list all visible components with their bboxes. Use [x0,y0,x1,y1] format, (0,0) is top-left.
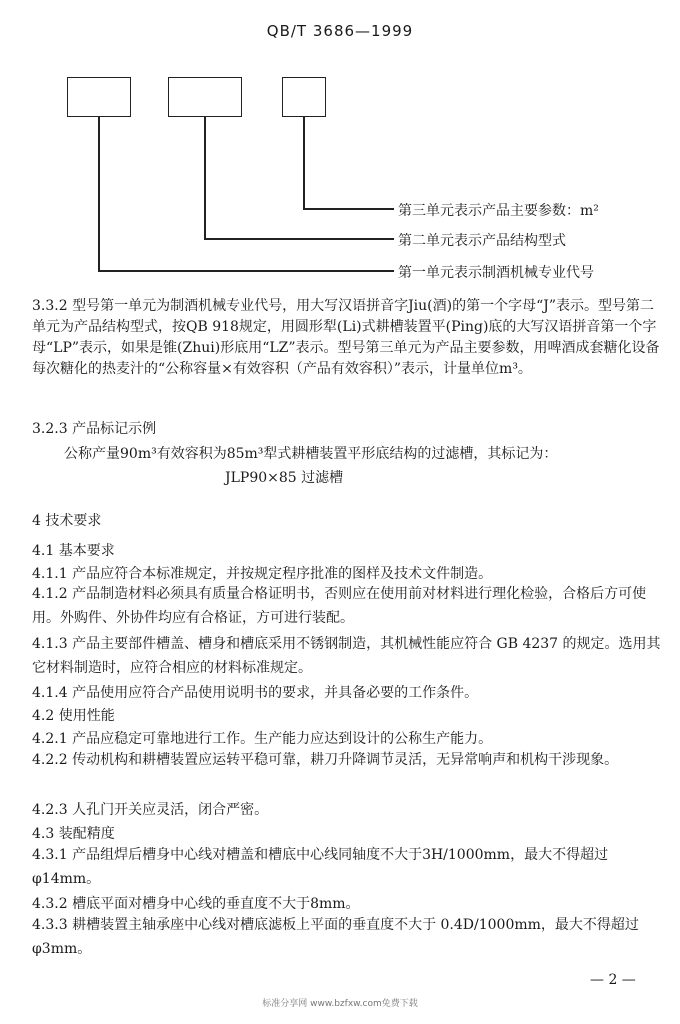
heading-4-2: 4.2 使用性能 [32,708,115,724]
para-3-3-2: 3.3.2 型号第一单元为制酒机械专业代号，用大写汉语拼音字Jiu(酒)的第一个字母“J”表示。型号第二单元为产品结构型式，按QB 918规定，用圆形犁(Li)式耕槽装置平(Ping)底的大写汉语拼音第一个字母“LP”表示，如果是锥(Zhui)形底用“LZ”表示。型号第三单元为产品主要参数，用啤酒成套糖化设备每次糖化的热麦汁的“公称容量×有效容积（产品有效容积）”表示，计量单位m³。 [32,298,660,377]
heading-4-3: 4.3 装配精度 [32,826,115,842]
para-4-2-1: 4.2.1 产品应稳定可靠地进行工作。生产能力应达到设计的公称生产能力。 [32,731,493,747]
connector-second-v [204,117,206,239]
heading-4: 4 技术要求 [32,513,102,529]
para-4-1-3: 4.1.3 产品主要部件槽盖、槽身和槽底采用不锈钢制造，其机械性能应符合 GB 4237 的规定。选用其它材料制造时，应符合相应的材料标准规定。 [32,636,661,676]
para-4-3-2: 4.3.2 槽底平面对槽身中心线的垂直度不大于8mm。 [32,896,360,912]
connector-first-v [98,117,100,271]
para-4-3-3: 4.3.3 耕槽装置主轴承座中心线对槽底滤板上平面的垂直度不大于 0.4D/1000mm，最大不得超过φ3mm。 [32,917,639,957]
label-second-unit: 第二单元表示产品结构型式 [398,233,566,249]
para-3-2-3: 公称产量90m³有效容积为85m³犁式耕槽装置平形底结构的过滤槽，其标记为： [64,446,558,462]
heading-4-1: 4.1 基本要求 [32,543,115,559]
page-header-code: QB/T 3686—1999 [266,22,414,40]
page-number: — 2 — [590,972,636,988]
unit-box-first [67,77,131,117]
unit-box-third [282,77,326,117]
connector-third-v [303,117,305,209]
para-4-2-3: 4.2.3 人孔门开关应灵活，闭合严密。 [32,802,269,818]
para-4-1-2: 4.1.2 产品制造材料必须具有质量合格证明书，否则应在使用前对材料进行理化检验，合格后方可使用。外购件、外协件均应有合格证，方可进行装配。 [32,586,647,626]
connector-first-h [98,270,394,272]
para-4-1-1: 4.1.1 产品应符合本标准规定，并按规定程序批准的图样及技术文件制造。 [32,566,493,582]
connector-third-h [303,208,394,210]
label-third-unit: 第三单元表示产品主要参数：m² [398,203,599,219]
connector-second-h [204,238,394,240]
para-4-3-1: 4.3.1 产品组焊后槽身中心线对槽盖和槽底中心线同轴度不大于3H/1000mm，最大不得超过φ14mm。 [32,847,609,887]
label-first-unit: 第一单元表示制酒机械专业代号 [398,265,594,281]
para-4-1-4: 4.1.4 产品使用应符合产品使用说明书的要求，并具备必要的工作条件。 [32,685,479,701]
unit-box-second [168,77,242,117]
watermark-footer: 标准分享网 www.bzfxw.com免费下载 [262,999,418,1009]
marking-example: JLP90×85 过滤槽 [225,470,344,486]
para-4-2-2: 4.2.2 传动机构和耕槽装置应运转平稳可靠，耕刀升降调节灵活，无异常响声和机构干涉现象。 [32,752,619,768]
heading-3-2-3: 3.2.3 产品标记示例 [32,421,157,437]
